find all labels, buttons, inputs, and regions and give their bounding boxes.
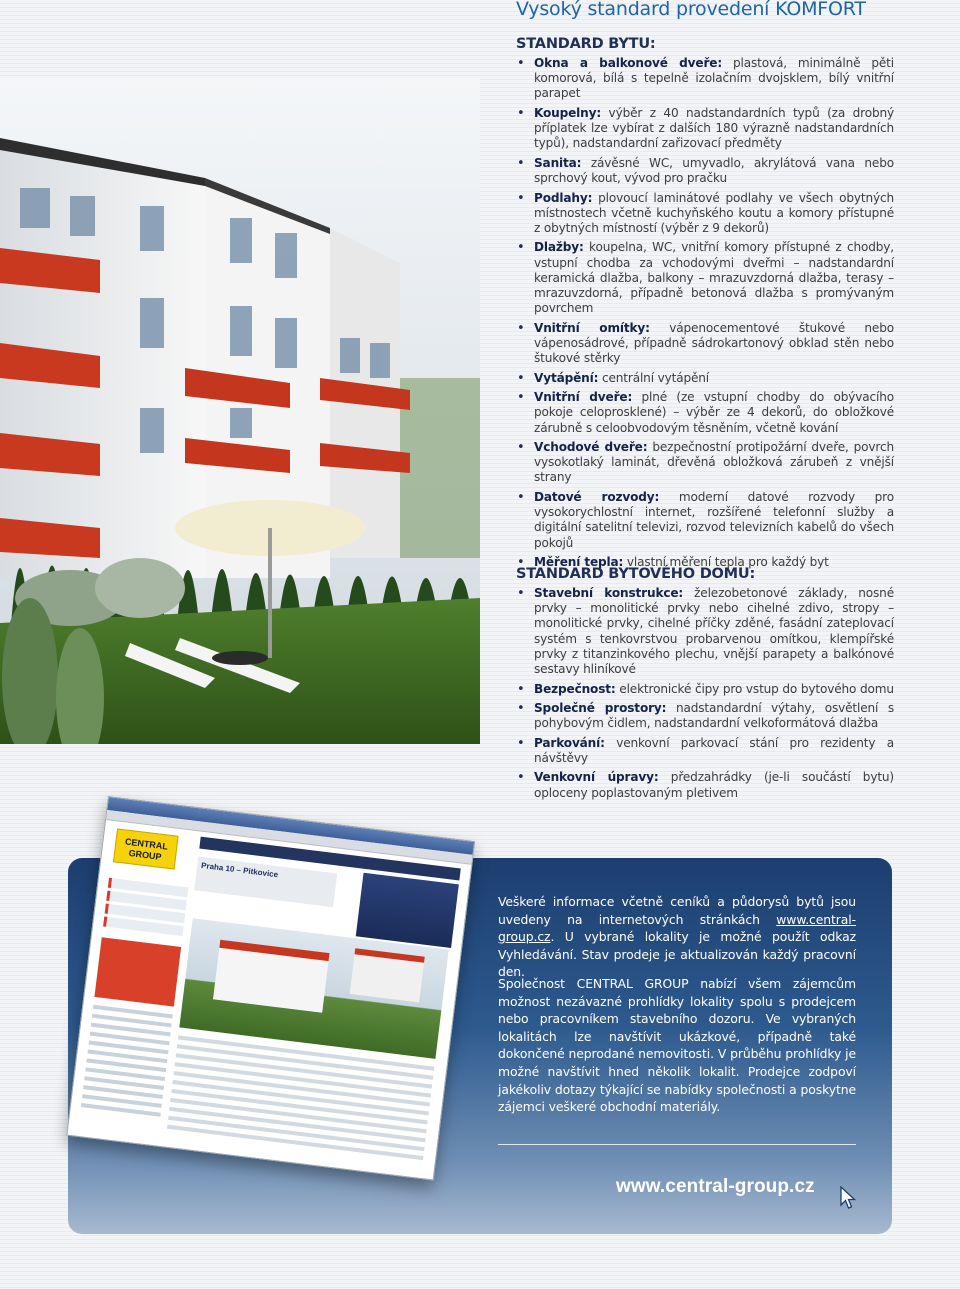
spec-label: Vnitřní dveře: <box>534 390 633 405</box>
bullet-icon: • <box>517 56 525 71</box>
spec-label: Vchodové dveře: <box>534 440 648 455</box>
spec-label: Vytápění: <box>534 370 599 385</box>
spec-label: Datové rozvody: <box>534 489 660 504</box>
spec-label: Vnitřní omítky: <box>534 320 650 335</box>
spec-text: vápenocementové štukové nebo vápenosádrové, případně sádrokartonový obklad stěn nebo štukové stěrky <box>534 320 894 366</box>
spec-label: Podlahy: <box>534 190 593 205</box>
bullet-icon: • <box>517 735 525 751</box>
spec-label: Měření tepla: <box>534 555 624 570</box>
bullet-icon: • <box>517 770 525 786</box>
spec-label: Venkovní úpravy: <box>534 770 659 785</box>
spec-text: nadstandardní výtahy, osvětlení s pohybovým čidlem, nadstandardní velkoformátová dlažba <box>534 701 895 731</box>
spec-item <box>516 390 894 436</box>
website-link[interactable]: www.central-group.cz <box>498 911 856 945</box>
spec-text: koupelna, WC, vnitřní komory přístupné z chodby, vstupní chodba za vchodovými dveřmi – nadstandardní keramická dlažba, balkony – mrazuvzdorná dlažba, terasy – mrazuvzdorná, případně betonová dlažba s promývaným povrchem <box>534 240 894 316</box>
building-standard-list <box>516 586 894 801</box>
info-paragraph-website <box>498 893 856 981</box>
spec-item <box>516 736 894 766</box>
spec-text: centrální vytápění <box>598 370 710 385</box>
bullet-icon: • <box>517 320 525 336</box>
spec-item <box>516 490 894 551</box>
bullet-icon: • <box>517 489 525 505</box>
spec-text: venkovní parkovací stání pro rezidenty a návštěvy <box>534 735 894 765</box>
bullet-icon: • <box>517 105 525 121</box>
info-text: Veškeré informace včetně ceníků a půdorysů bytů jsou uvedeny na internetových stránkách <box>498 894 856 927</box>
site-text-columns <box>166 1035 434 1165</box>
info-text: . U vybrané lokality je možné použít odkaz Vyhledávání. Stav prodeje je aktualizován každý pracovní den. <box>498 929 856 980</box>
spec-label: Bezpečnost: <box>534 681 616 696</box>
spec-item <box>516 240 894 316</box>
spec-item <box>516 106 894 152</box>
site-location-title: Praha 10 – Pitkovice <box>200 860 279 880</box>
apartment-standard-list <box>516 56 894 570</box>
apartment-building-render <box>0 78 480 744</box>
spec-text: závěsné WC, umyvadlo, akrylátová vana nebo sprchový kout, vývod pro pračku <box>534 155 894 186</box>
site-banner <box>356 873 459 948</box>
spec-item <box>516 191 894 237</box>
spec-text: plné (ze vstupní chodby do obývacího pokoje celoprosklené) – výběr ze 4 dekorů, do obložkové zárubně s celoobvodovým těsněním, včetně kování <box>534 390 894 435</box>
bullet-icon: • <box>517 681 525 697</box>
logo-line: GROUP <box>128 847 163 862</box>
spec-item <box>516 770 894 800</box>
central-group-logo <box>113 828 179 869</box>
bullet-icon: • <box>517 701 525 717</box>
bullet-icon: • <box>517 155 525 171</box>
spec-item <box>516 586 894 677</box>
bullet-icon: • <box>517 190 525 206</box>
logo-line: CENTRAL <box>124 836 169 852</box>
info-paragraph-visits: Společnost CENTRAL GROUP nabízí všem zájemcům možnost nezávazné prohlídky lokality spolu s prodejcem nebo pracovníkem stavebního dozoru. Ve vybraných lokalitách lze navštívit ukázkové, případně také dokončené neprodané nemovitosti. V průběhu prohlídky je možné navštívit hned několik lokalit. Prodejce zodpoví jakékoliv dotazy týkající se nabídky společnosti a poskytne zájemci veškeré obchodní materiály. <box>498 976 856 1115</box>
spec-label: Dlažby: <box>534 240 584 255</box>
spec-text: výběr z 40 nadstandardních typů (za drobný příplatek lze vybírat z dalších 180 výrazně nadstandardních typů), nadstandardní zařizovací předměty <box>534 105 894 151</box>
website-screenshot <box>66 796 475 1181</box>
spec-item <box>516 156 894 186</box>
divider <box>498 1144 856 1145</box>
spec-text: plovoucí laminátové podlahy ve všech obytných místnostech včetně kuchyňského koutu a komory přístupné z obytných místností (výběr z 9 dekorů) <box>534 190 894 235</box>
spec-text: bezpečnostní protipožární dveře, povrch vysokotlaký laminát, dřevěná obložková zárubeň z vnější strany <box>534 440 894 485</box>
building-standard-heading: STANDARD BYTOVÉHO DOMU: <box>516 566 756 582</box>
spec-item <box>516 701 894 731</box>
spec-text: železobetonové základy, nosné prvky – monolitické prvky nebo cihelné zdivo, stropy – monolitické prvky, cihelné příčky zděné, fasádní zateplovací systém s tenkovrstvou probarvenou omítkou, klempířské prvky z titanzinkového plechu, vnější parapety a balkónové sestavy hliníkové <box>534 586 894 677</box>
spec-text: předzahrádky (je-li součástí bytu) oploceny poplastovaným pletivem <box>534 770 895 800</box>
site-news-box <box>94 937 181 1006</box>
bullet-icon: • <box>517 555 525 571</box>
bullet-icon: • <box>517 370 525 386</box>
spec-label: Okna a balkonové dveře: <box>534 56 723 70</box>
apartment-standard-section <box>516 36 894 575</box>
bullet-icon: • <box>517 586 525 601</box>
apartment-standard-heading: STANDARD BYTU: <box>516 36 656 52</box>
site-link-list <box>80 1005 173 1122</box>
spec-label: Sanita: <box>534 155 582 170</box>
spec-label: Stavební konstrukce: <box>534 586 684 600</box>
spec-item <box>516 321 894 367</box>
bullet-icon: • <box>517 440 525 456</box>
site-menu <box>103 878 189 939</box>
spec-label: Parkování: <box>534 735 605 750</box>
footer-url[interactable]: www.central-group.cz <box>616 1176 815 1197</box>
building-standard-section <box>516 566 894 805</box>
bullet-icon: • <box>517 390 525 406</box>
mouse-cursor-icon <box>840 1186 856 1210</box>
spec-item <box>516 371 894 386</box>
spec-item <box>516 56 894 102</box>
spec-label: Koupelny: <box>534 105 602 120</box>
spec-text: vlastní měření tepla pro každý byt <box>623 555 829 570</box>
spec-text: plastová, minimálně pěti komorová, bílá s tepelně izolačním dvojsklem, bílý vnitřní parapet <box>534 56 894 101</box>
spec-item <box>516 440 894 486</box>
page-title: Vysoký standard provedení KOMFORT <box>516 0 866 20</box>
spec-text: moderní datové rozvody pro vysokorychlostní internet, rozšířené telefonní služby a digitální satelitní televizi, rozvod televizních kabelů do všech pokojů <box>534 489 894 550</box>
building-illustration <box>0 78 480 744</box>
spec-item <box>516 682 894 697</box>
bullet-icon: • <box>517 240 525 256</box>
spec-label: Společné prostory: <box>534 701 667 716</box>
spec-text: elektronické čipy pro vstup do bytového domu <box>615 681 894 696</box>
site-location-box <box>194 856 337 907</box>
